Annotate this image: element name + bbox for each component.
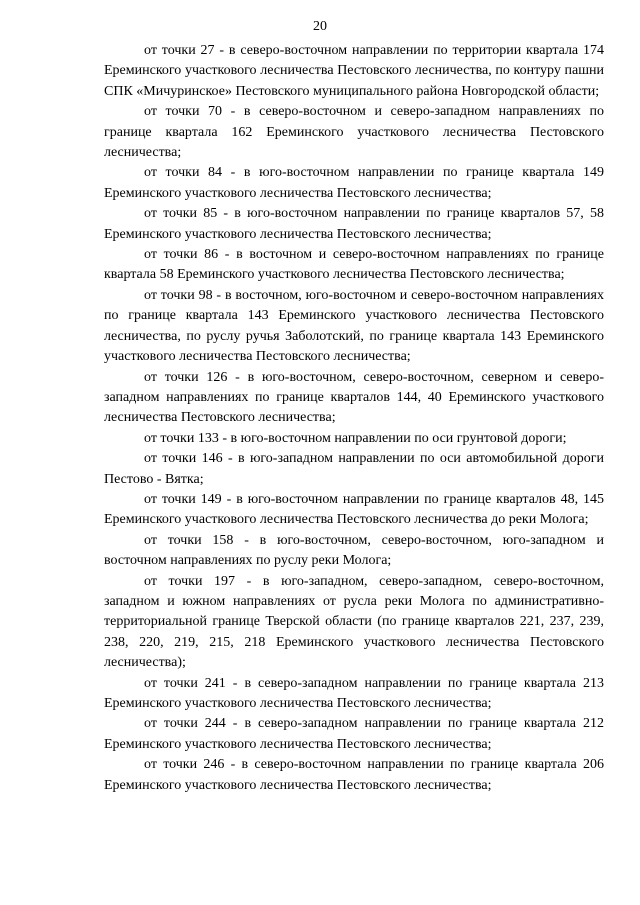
boundary-paragraph-point-86: от точки 86 - в восточном и северо-восточном направлениях по границе квартала 58 Ереминского участкового лесничества Пестовского лесничества;: [104, 247, 604, 283]
boundary-paragraph-point-70: от точки 70 - в северо-восточном и северо-западном направлениях по границе квартала 162 Ереминского участкового лесничества Пестовского лесничества;: [104, 104, 604, 161]
boundary-paragraph-point-244: от точки 244 - в северо-западном направлении по границе квартала 212 Ереминского участкового лесничества Пестовского лесничества;: [104, 716, 604, 752]
boundary-paragraph-point-98: от точки 98 - в восточном, юго-восточном и северо-восточном направлениях по границе квартала 143 Ереминского участкового лесничества Пестовского лесничества, по руслу ручья Заболотский, по границе квартала 143 Ереминского участкового лесничества Пестовского лесничества;: [104, 287, 604, 365]
boundary-paragraph-point-146: от точки 146 - в юго-западном направлении по оси автомобильной дороги Пестово - Вятка;: [104, 451, 604, 487]
boundary-paragraph-point-27: от точки 27 - в северо-восточном направлении по территории квартала 174 Ереминского участкового лесничества Пестовского лесничества, по контуру пашни СПК «Мичуринское» Пестовского муниципального района Новгородской области;: [104, 43, 604, 99]
boundary-paragraph-point-158: от точки 158 - в юго-восточном, северо-восточном, юго-западном и восточном направлениях по руслу реки Молога;: [104, 532, 604, 569]
document-body: [104, 41, 604, 796]
boundary-paragraph-point-149: от точки 149 - в юго-восточном направлении по границе кварталов 48, 145 Ереминского участкового лесничества Пестовского лесничества до реки Молога;: [104, 491, 604, 528]
page-number: 20: [313, 19, 327, 34]
boundary-paragraph-point-84: от точки 84 - в юго-восточном направлении по границе квартала 149 Ереминского участкового лесничества Пестовского лесничества;: [104, 165, 604, 201]
boundary-paragraph-point-241: от точки 241 - в северо-западном направлении по границе квартала 213 Ереминского участкового лесничества Пестовского лесничества;: [104, 675, 604, 711]
boundary-paragraph-point-197: от точки 197 - в юго-западном, северо-западном, северо-восточном, западном и южном направлениях от русла реки Молога по административно-территориальной границе Тверской области (по границе кварталов 221, 237, 239, 238, 220, 219, 215, 218 Ереминского участкового лесничества Пестовского лесничества);: [104, 573, 604, 671]
boundary-paragraph-point-85: от точки 85 - в юго-восточном направлении по границе кварталов 57, 58 Ереминского участкового лесничества Пестовского лесничества;: [104, 206, 604, 242]
boundary-paragraph-point-126: от точки 126 - в юго-восточном, северо-восточном, северном и северо-западном направлениях по границе кварталов 144, 40 Ереминского участкового лесничества Пестовского лесничества;: [104, 369, 604, 426]
boundary-paragraph-point-246: от точки 246 - в северо-восточном направлении по границе квартала 206 Ереминского участкового лесничества Пестовского лесничества;: [104, 757, 604, 793]
boundary-paragraph-point-133: от точки 133 - в юго-восточном направлении по оси грунтовой дороги;: [144, 430, 567, 446]
